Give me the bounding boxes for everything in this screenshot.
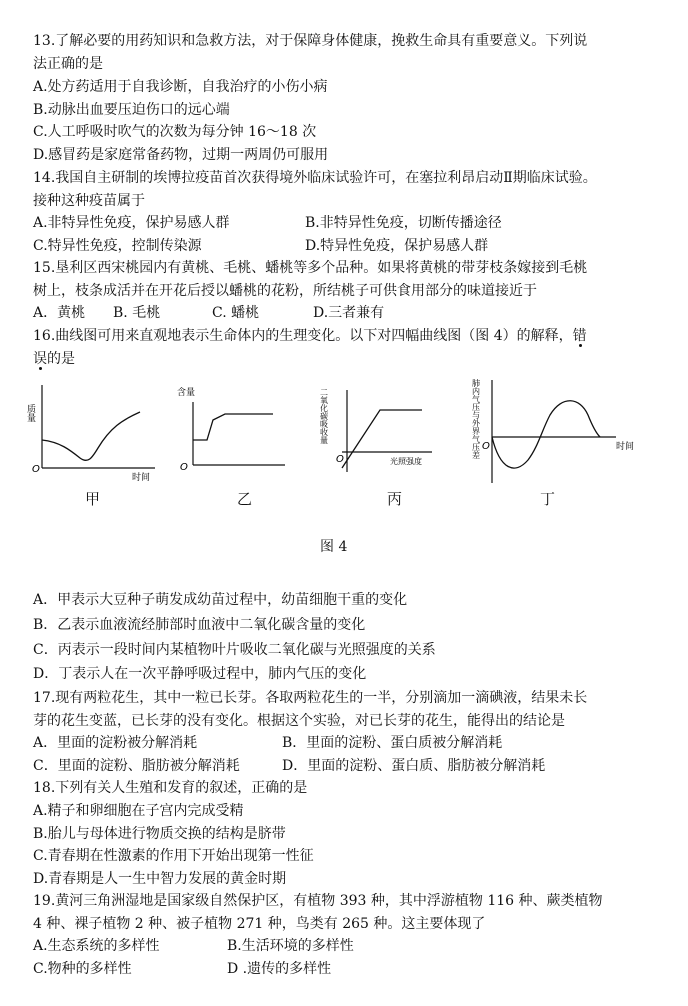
q16-option-c: C．丙表示一段时间内某植物叶片吸收二氧化碳与光照强度的关系 — [33, 642, 436, 658]
y-axis-label: 含量 — [177, 388, 196, 398]
graph-ding — [470, 375, 640, 490]
q17-option-a: A．里面的淀粉被分解消耗 — [33, 735, 198, 751]
curve-line — [42, 412, 140, 460]
q14-option-a: A.非特异性免疫，保护易感人群 — [33, 215, 230, 231]
graph-yi — [175, 380, 295, 485]
q16-option-b: B．乙表示血液流经肺部时血液中二氧化碳含量的变化 — [33, 617, 366, 633]
q16-stem-line1 — [33, 326, 587, 346]
x-axis-label: 光照强度 — [390, 457, 422, 466]
graph-bing — [320, 380, 440, 485]
figure-caption: 图 4 — [320, 539, 348, 555]
q14-option-d: D.特异性免疫，保护易感人群 — [305, 238, 489, 254]
q16-stem-text: 16.曲线图可用来直观地表示生命体内的生理变化。以下对四幅曲线图（图 4）的解释， — [33, 328, 573, 344]
q13-option-d: D.感冒药是家庭常备药物，过期一两周仍可服用 — [33, 147, 329, 163]
graph-jia — [25, 380, 160, 485]
graph-label-yi: 乙 — [237, 490, 253, 508]
q14-option-c: C.特异性免疫，控制传染源 — [33, 238, 202, 254]
q13-option-c: C.人工呼吸时吹气的次数为每分钟 16～18 次 — [33, 124, 317, 140]
q19-option-c: C.物种的多样性 — [33, 961, 132, 977]
q15-option-c: C. 蟠桃 — [212, 305, 260, 321]
x-axis-label: 时间 — [616, 442, 635, 452]
q15-stem-line2: 树上，枝条成活并在开花后授以蟠桃的花粉，所结桃子可供食用部分的味道接近于 — [33, 283, 537, 299]
emphasis-dot-icon — [579, 344, 582, 347]
q13-stem-line2: 法正确的是 — [33, 56, 103, 72]
origin-label: O — [482, 441, 490, 452]
curve-line — [492, 401, 600, 468]
q14-stem-line2: 接种这种疫苗属于 — [33, 193, 145, 209]
graph-label-ding: 丁 — [540, 490, 556, 508]
q17-option-d: D．里面的淀粉、蛋白质、脂肪被分解消耗 — [282, 758, 546, 774]
q19-stem-line2: 4 种、裸子植物 2 种、被子植物 271 种，鸟类有 265 种。这主要体现了 — [33, 916, 486, 932]
q16-option-a: A．甲表示大豆种子萌发成幼苗过程中，幼苗细胞干重的变化 — [33, 592, 408, 608]
q17-option-b: B．里面的淀粉、蛋白质被分解消耗 — [282, 735, 503, 751]
origin-label: O — [336, 454, 344, 465]
origin-label: O — [180, 462, 188, 473]
q18-option-b: B.胎儿与母体进行物质交换的结构是脐带 — [33, 826, 286, 842]
q17-stem-line1: 17.现有两粒花生，其中一粒已长芽。各取两粒花生的一半，分别滴加一滴碘液，结果未长 — [33, 690, 588, 706]
q16-emphasis-char — [573, 328, 587, 344]
q17-option-c: C．里面的淀粉、脂肪被分解消耗 — [33, 758, 240, 774]
origin-label: O — [32, 464, 40, 475]
q14-stem-line1: 14.我国自主研制的埃博拉疫苗首次获得境外临床试验许可，在塞拉利昂启动Ⅱ期临床试验。 — [33, 170, 597, 186]
q16-option-d: D．丁表示人在一次平静呼吸过程中，肺内气压的变化 — [33, 666, 367, 682]
q19-stem-line1: 19.黄河三角洲湿地是国家级自然保护区，有植物 393 种，其中浮游植物 116 种、蕨类植物 — [33, 893, 603, 909]
q18-option-d: D.青春期是人一生中智力发展的黄金时期 — [33, 871, 287, 887]
q15-option-a: A．黄桃 — [33, 305, 86, 321]
q19-option-a: A.生态系统的多样性 — [33, 938, 160, 954]
q18-option-c: C.青春期在性激素的作用下开始出现第一性征 — [33, 848, 314, 864]
emphasis-dot-icon — [39, 367, 42, 370]
graph-label-jia: 甲 — [85, 490, 101, 508]
q13-option-b: B.动脉出血要压迫伤口的远心端 — [33, 102, 230, 118]
q18-option-a: A.精子和卵细胞在子宫内完成受精 — [33, 803, 244, 819]
y-axis-label: 肺内气压与外界气压差 — [471, 379, 481, 459]
q13-stem-line1: 13.了解必要的用药知识和急救方法，对于保障身体健康，挽救生命具有重要意义。下列说 — [33, 33, 588, 49]
q15-option-b: B. 毛桃 — [113, 305, 161, 321]
curve-line — [193, 414, 273, 440]
q18-stem: 18.下列有关人生殖和发育的叙述，正确的是 — [33, 780, 308, 796]
q16-stem-text: 的是 — [47, 351, 75, 367]
q15-stem-line1: 15.垦利区西宋桃园内有黄桃、毛桃、蟠桃等多个品种。如果将黄桃的带芽枝条嫁接到毛桃 — [33, 260, 588, 276]
q16-stem-line2 — [33, 349, 75, 369]
q19-option-d: D .遗传的多样性 — [227, 961, 332, 977]
q14-option-b: B.非特异性免疫，切断传播途径 — [305, 215, 502, 231]
q13-option-a: A.处方药适用于自我诊断，自我治疗的小伤小病 — [33, 79, 328, 95]
y-axis-label: 二氧化碳吸收量 — [319, 388, 329, 444]
q19-option-b: B.生活环境的多样性 — [227, 938, 354, 954]
q16-emphasis-text: 误 — [33, 351, 47, 367]
q15-option-d: D.三者兼有 — [313, 305, 385, 321]
graph-label-bing: 丙 — [387, 490, 403, 508]
y-axis-label: 质量 — [25, 404, 35, 422]
q17-stem-line2: 芽的花生变蓝，已长芽的没有变化。根据这个实验，对已长芽的花生，能得出的结论是 — [33, 713, 565, 729]
q16-emphasis-text: 错 — [572, 328, 587, 344]
x-axis-label: 时间 — [132, 473, 151, 483]
q16-emphasis-char — [33, 351, 47, 367]
